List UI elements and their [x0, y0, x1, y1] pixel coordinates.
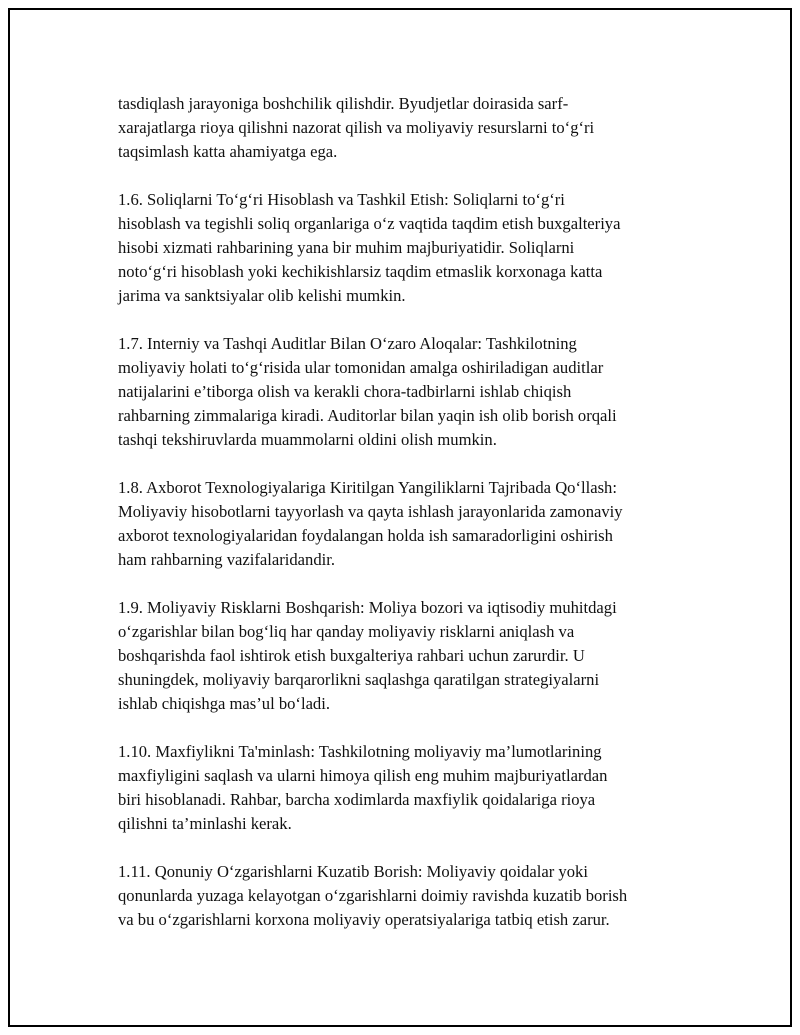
text-line: natijalarini e’tiborga olish va kerakli chora-tadbirlarni ishlab chiqish: [118, 382, 572, 401]
text-line: shuningdek, moliyaviy barqarorlikni saqlashga qaratilgan strategiyalarni: [118, 670, 600, 689]
paragraph-section-1-6: [118, 188, 693, 308]
paragraph-budget-intro: [118, 92, 693, 164]
text-line: va bu o‘zgarishlarni korxona moliyaviy operatsiyalariga tatbiq etish zarur.: [118, 910, 610, 929]
text-line: o‘zgarishlar bilan bog‘liq har qanday moliyaviy risklarni aniqlash va: [118, 622, 575, 641]
text-line: tashqi tekshiruvlarda muammolarni oldini olish mumkin.: [118, 430, 497, 449]
text-line: 1.10. Maxfiylikni Ta'minlash: Tashkilotning moliyaviy ma’lumotlarining: [118, 742, 602, 761]
document-body: [118, 92, 693, 956]
text-line: Moliyaviy hisobotlarni tayyorlash va qayta ishlash jarayonlarida zamonaviy: [118, 502, 623, 521]
text-line: tasdiqlash jarayoniga boshchilik qilishdir. Byudjetlar doirasida sarf-: [118, 94, 569, 113]
text-line: 1.7. Interniy va Tashqi Auditlar Bilan O‘zaro Aloqalar: Tashkilotning: [118, 334, 577, 353]
text-line: maxfiyligini saqlash va ularni himoya qilish eng muhim majburiyatlardan: [118, 766, 608, 785]
text-line: rahbarning zimmalariga kiradi. Auditorlar bilan yaqin ish olib borish orqali: [118, 406, 617, 425]
text-line: hisobi xizmati rahbarining yana bir muhim majburiyatidir. Soliqlarni: [118, 238, 575, 257]
paragraph-section-1-7: [118, 332, 693, 452]
text-line: hisoblash va tegishli soliq organlariga o‘z vaqtida taqdim etish buxgalteriya: [118, 214, 621, 233]
text-line: axborot texnologiyalaridan foydalangan holda ish samaradorligini oshirish: [118, 526, 613, 545]
text-line: qilishni ta’minlashi kerak.: [118, 814, 292, 833]
paragraph-section-1-11: [118, 860, 693, 932]
paragraph-section-1-10: [118, 740, 693, 836]
paragraph-section-1-8: [118, 476, 693, 572]
text-line: moliyaviy holati to‘g‘risida ular tomonidan amalga oshiriladigan auditlar: [118, 358, 604, 377]
text-line: 1.11. Qonuniy O‘zgarishlarni Kuzatib Borish: Moliyaviy qoidalar yoki: [118, 862, 588, 881]
text-line: 1.9. Moliyaviy Risklarni Boshqarish: Moliya bozori va iqtisodiy muhitdagi: [118, 598, 617, 617]
text-line: ham rahbarning vazifalaridandir.: [118, 550, 336, 569]
text-line: xarajatlarga rioya qilishni nazorat qilish va moliyaviy resurslarni to‘g‘ri: [118, 118, 595, 137]
text-line: ishlab chiqishga mas’ul bo‘ladi.: [118, 694, 330, 713]
text-line: 1.6. Soliqlarni To‘g‘ri Hisoblash va Tashkil Etish: Soliqlarni to‘g‘ri: [118, 190, 565, 209]
text-line: boshqarishda faol ishtirok etish buxgalteriya rahbari uchun zarurdir. U: [118, 646, 585, 665]
text-line: 1.8. Axborot Texnologiyalariga Kiritilgan Yangiliklarni Tajribada Qo‘llash:: [118, 478, 617, 497]
text-line: biri hisoblanadi. Rahbar, barcha xodimlarda maxfiylik qoidalariga rioya: [118, 790, 596, 809]
text-line: noto‘g‘ri hisoblash yoki kechikishlarsiz taqdim etmaslik korxonaga katta: [118, 262, 603, 281]
text-line: jarima va sanktsiyalar olib kelishi mumkin.: [118, 286, 406, 305]
text-line: taqsimlash katta ahamiyatga ega.: [118, 142, 338, 161]
paragraph-section-1-9: [118, 596, 693, 716]
text-line: qonunlarda yuzaga kelayotgan o‘zgarishlarni doimiy ravishda kuzatib borish: [118, 886, 628, 905]
